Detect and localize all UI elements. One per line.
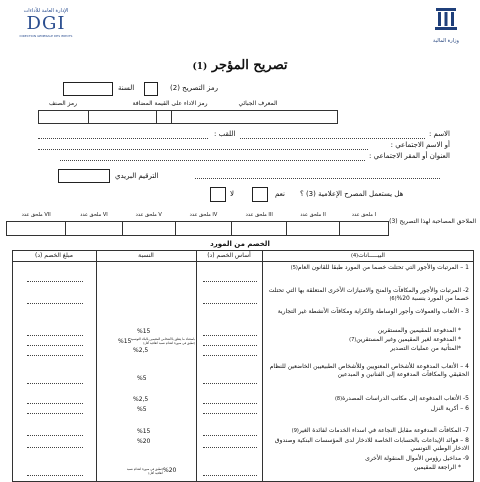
row-3b-base[interactable] [203, 345, 257, 346]
postal-label: الترقيم البريدي [115, 172, 159, 180]
row-7-statement: 7- المكافآت المدفوعة مقابل النجاعة في اسداء الخدمات لفائدة الغير(9) [291, 427, 469, 434]
name-label: الاسم : [428, 130, 450, 138]
row-2-base[interactable] [203, 303, 257, 304]
row-2-amount[interactable] [27, 303, 83, 304]
row-7-base[interactable] [203, 435, 257, 436]
it-question-label: هل يستعمل المصرح الإعلامية (3) ؟ [300, 190, 404, 198]
ministry-logo-block [423, 6, 469, 44]
it-no-checkbox[interactable] [210, 187, 226, 202]
address-field-2[interactable] [195, 178, 440, 179]
row-7-amount[interactable] [27, 435, 83, 436]
col-statement-header: البيـــــانات(4) [351, 252, 385, 259]
row-9a-statement: * الراجعة للمقيمين [413, 464, 461, 471]
row-8-base[interactable] [203, 447, 257, 448]
annex-4[interactable]: ملحق عدد IV [189, 211, 218, 218]
dgi-logo-block [16, 8, 76, 38]
row-8-statement: 8 – فوائد الإيداعات بالحسابات الخاصة للادخار لدى المؤسسات البنكية وصندوق الادخار الوطني التونسي [274, 437, 469, 452]
fiscal-id-label: المعرف الجبائي [238, 100, 278, 107]
row-5-base[interactable] [203, 403, 257, 404]
year-box[interactable] [63, 82, 113, 96]
dgi-english-name: DIRECTION GENERALE DES IMPOTS [19, 34, 73, 38]
row-3b-statement: * المدفوعة لغير المقيمين وغير المستقرين(7) [349, 336, 461, 343]
it-no-label: لا [230, 190, 234, 198]
row-7-rate: %15 [137, 428, 151, 435]
annex-3-box[interactable] [232, 222, 287, 236]
annex-1-box[interactable] [339, 222, 388, 236]
row-3-statement: 3 - الأتعاب والعمولات وأجور الوساطة والكراية ومكافآت الأنشطة غير التجارية [277, 308, 469, 315]
annexes-label: الملاحق المصاحبة لهذا التصريح (3) [389, 218, 476, 226]
row-1-base[interactable] [203, 281, 257, 282]
ministry-name: وزارة المالية [433, 38, 459, 44]
vat-code-cell[interactable] [89, 111, 157, 124]
annex-6[interactable]: ملحق عدد VI [80, 211, 108, 218]
col-divider [96, 251, 97, 481]
row-9a-amount[interactable] [27, 475, 83, 476]
annexes-table [6, 208, 476, 236]
decl-code-box[interactable] [144, 82, 158, 96]
row-3c-base[interactable] [203, 355, 257, 356]
annex-1[interactable]: ملحق عدد I [351, 211, 377, 218]
year-label: السنة [118, 84, 135, 92]
form-title [150, 58, 330, 73]
ministry-emblem-icon [433, 6, 459, 34]
annex-4-box[interactable] [175, 222, 231, 236]
surname-label: اللقب : [214, 130, 236, 138]
row-6-statement: 6 – أكرية النزل [430, 405, 469, 412]
annex-7[interactable]: ملحق عدد VII [21, 211, 51, 218]
row-3a-amount[interactable] [27, 335, 83, 336]
dgi-logo: DGI [26, 13, 66, 34]
decl-code-label: رمز التصريح (2) [170, 84, 218, 92]
row-1-amount[interactable] [27, 281, 83, 282]
annex-5[interactable]: ملحق عدد V [135, 211, 162, 218]
row-8-rate: %20 [137, 438, 151, 445]
vat-key-cell[interactable] [157, 111, 172, 124]
row-9a-base[interactable] [203, 475, 257, 476]
annex-6-box[interactable] [66, 222, 122, 236]
row-6-rate: %5 [137, 406, 147, 413]
col-amount-header: مبلغ الخصم (د) [35, 252, 73, 259]
row-3c-rate: %2,5 [133, 347, 149, 354]
fiscal-id-grid [38, 110, 338, 124]
col-divider [262, 251, 263, 481]
row-3c-amount[interactable] [27, 355, 83, 356]
address-field[interactable] [60, 160, 365, 161]
vat-code-label: رمز الاداء على القيمة المضافة [132, 100, 208, 107]
deduction-section-title: الخصم من المورد [210, 240, 270, 248]
row-8-amount[interactable] [27, 447, 83, 448]
form-title-text: تصريح المؤجر [211, 58, 288, 73]
row-3b-rate-note: باستثناء ما يتعلق بالأشخاص المقيمين بالبلاد التونسية (تطبق في صورة انعدام نسبة اتفاقية أقل) [130, 337, 195, 345]
social-name-field[interactable] [38, 149, 368, 150]
address-label: العنوان أو المقر الاجتماعي : [369, 152, 450, 160]
form-number: (1) [192, 62, 208, 72]
row-3a-rate: %15 [137, 328, 151, 335]
name-field[interactable] [240, 138, 425, 139]
row-5-statement: 5- الأتعاب المدفوعة إلى مكاتب الدراسات المصدرة(8) [334, 395, 469, 402]
deduction-table-header [13, 251, 473, 262]
row-3a-statement: * المدفوعة للمقيمين والمستقرين [377, 327, 461, 334]
annex-2[interactable]: ملحق عدد II [300, 211, 326, 218]
col-divider [196, 251, 197, 481]
row-4-amount[interactable] [27, 383, 83, 384]
annex-5-box[interactable] [122, 222, 175, 236]
deduction-table [12, 250, 474, 482]
row-1-statement: 1 – المرتبات والأجور التي تحتلت خصما من المورد طبقا للقانون العام(5) [290, 264, 469, 271]
row-4-statement: 4 – الأتعاب المدفوعة للأشخاص المعنويين وللأشخاص الطبيعيين الخاضعين للنظام الحقيقي والمكافآت المدفوعة إلى الفنانين و المبدعين [269, 363, 469, 378]
row-4-rate: %5 [137, 375, 147, 382]
row-3b-rate: %15 [118, 338, 132, 345]
row-9a-rate-note: (تطبق في صورة انعدام نسبة اتفاقية أقل) [126, 467, 163, 475]
it-yes-checkbox[interactable] [252, 187, 268, 202]
row-6-amount[interactable] [27, 413, 83, 414]
surname-field[interactable] [38, 138, 208, 139]
annex-7-box[interactable] [7, 222, 66, 236]
fiscal-id-cell[interactable] [171, 111, 337, 124]
annex-3[interactable]: ملحق عدد III [245, 211, 273, 218]
row-2-statement: 2- المرتبات والأجور والمكافآت والمنح والامتيازات الأخرى المتعلقة بها التي تحتلت خصما من المورد بنسبة 20%(6) [268, 287, 469, 302]
row-5-rate: %2,5 [133, 396, 149, 403]
col-rate-header: النسبة [138, 252, 154, 259]
dgi-arabic-name: الإدارة العامة للأداءات [23, 8, 69, 14]
row-6-base[interactable] [203, 413, 257, 414]
social-name-label: أو الاسم الاجتماعي : [390, 141, 450, 149]
col-base-header: أساس الخصم (د) [207, 252, 251, 259]
row-9-statement: 9- مداخيل رؤوس الأموال المنقولة الأخرى [365, 455, 469, 462]
category-label: رمز الصنف [48, 100, 78, 107]
row-4-base[interactable] [203, 383, 257, 384]
annex-2-box[interactable] [287, 222, 339, 236]
it-yes-label: نعم [275, 190, 285, 198]
category-cell[interactable] [39, 111, 89, 124]
row-9a-rate: %20 [163, 467, 177, 474]
row-5-amount[interactable] [27, 403, 83, 404]
postal-code-box[interactable] [58, 169, 110, 183]
row-3b-amount[interactable] [27, 345, 83, 346]
row-3a-base[interactable] [203, 335, 257, 336]
row-3c-statement: *المتأتية من عمليات التصدير [390, 345, 461, 352]
